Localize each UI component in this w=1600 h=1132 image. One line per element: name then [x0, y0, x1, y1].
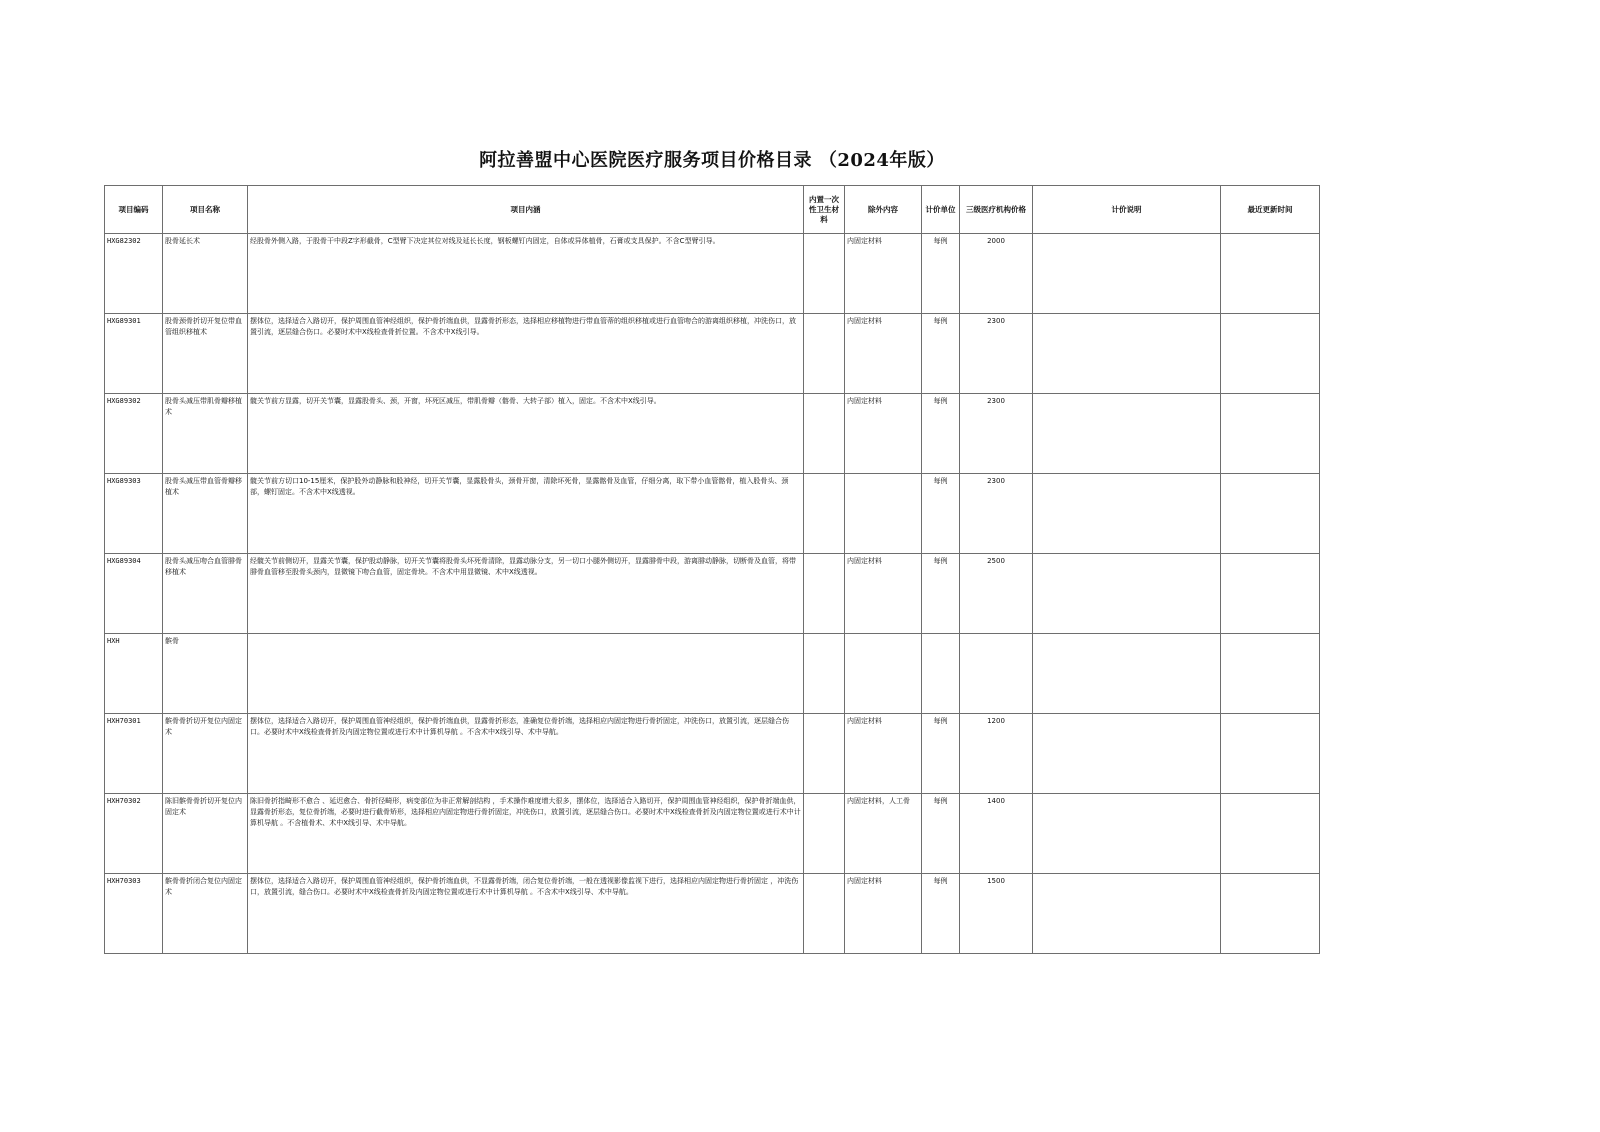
cell-material	[804, 394, 845, 474]
col-header-code: 项目编码	[105, 186, 163, 234]
cell-content: 摆体位，选择适合入路切开，保护周围血管神经组织，保护骨折端血供，显露骨折形态，准确复位骨折端，选择相应内固定物进行骨折固定，冲洗伤口，放置引流，逐层缝合伤口。必要时术中X线检查骨折及内固定物位置或进行术中计算机导航 。不含术中X线引导、术中导航。	[248, 714, 804, 794]
table-row	[105, 554, 1320, 634]
cell-content: 髋关节前方显露，切开关节囊，显露股骨头、颈，开窗，坏死区减压，带肌骨瓣（髂骨、大转子部）植入，固定。不含术中X线引导。	[248, 394, 804, 474]
cell-material	[804, 714, 845, 794]
cell-name: 髌骨骨折闭合复位内固定术	[163, 874, 248, 954]
cell-code: HXH70302	[105, 794, 163, 874]
cell-name: 股骨头减压带肌骨瓣移植术	[163, 394, 248, 474]
table-row	[105, 874, 1320, 954]
cell-unit: 每例	[922, 474, 960, 554]
cell-content: 髋关节前方切口10-15厘米，保护股外动静脉和股神经，切开关节囊，显露股骨头，颈骨开窗，清除坏死骨，显露髂骨及血管，仔细分离，取下带小血管髂骨，植入股骨头、颈部，螺钉固定。不含术中X线透视。	[248, 474, 804, 554]
cell-exclusion: 内固定材料	[845, 874, 922, 954]
cell-updated	[1221, 394, 1320, 474]
cell-content: 摆体位，选择适合入路切开，保护周围血管神经组织，保护骨折端血供，不显露骨折端，闭合复位骨折端，一般在透视影像监视下进行，选择相应内固定物进行骨折固定 ，冲洗伤口，放置引流，缝合伤口。必要时术中X线检查骨折及内固定物位置或进行术中计算机导航 。不含术中X线引导、术中导航。	[248, 874, 804, 954]
cell-price: 1200	[960, 714, 1033, 794]
cell-unit: 每例	[922, 794, 960, 874]
cell-code: HXH70303	[105, 874, 163, 954]
cell-code: HXH	[105, 634, 163, 714]
table-row	[105, 794, 1320, 874]
cell-content: 经股骨外侧入路，于股骨干中段Z字形截骨，C型臂下决定其位对线及延长长度，钢板螺钉内固定，自体或异体植骨，石膏或支具保护。不含C型臂引导。	[248, 234, 804, 314]
cell-content: 陈旧骨折指畸形不愈合 、延迟愈合、骨折径畸形，病变部位为非正常解剖结构 ，手术操作难度增大很多，摆体位，选择适合入路切开，保护周围血管神经组织，保护骨折端血供，显露骨折形态，复位骨折端，必要时进行截骨矫形，选择相应内固定物进行骨折固定，冲洗伤口，放置引流，逐层缝合伤口。必要时术中X线检查骨折及内固定物位置或进行术中计算机导航 。不含植骨术、术中X线引导、术中导航。	[248, 794, 804, 874]
col-header-exclusion: 除外内容	[845, 186, 922, 234]
cell-exclusion: 内固定材料	[845, 714, 922, 794]
cell-exclusion: 内固定材料，人工骨	[845, 794, 922, 874]
cell-price: 2500	[960, 554, 1033, 634]
cell-note	[1033, 874, 1221, 954]
cell-note	[1033, 314, 1221, 394]
cell-code: HXG82302	[105, 234, 163, 314]
cell-unit: 每例	[922, 714, 960, 794]
cell-updated	[1221, 474, 1320, 554]
table-header-row	[105, 186, 1320, 234]
table-row	[105, 394, 1320, 474]
cell-material	[804, 634, 845, 714]
cell-price: 2300	[960, 394, 1033, 474]
cell-unit: 每例	[922, 394, 960, 474]
cell-code: HXH70301	[105, 714, 163, 794]
cell-updated	[1221, 314, 1320, 394]
col-header-price: 三级医疗机构价格	[960, 186, 1033, 234]
cell-content: 经髋关节前侧切开，显露关节囊，保护股动静脉，切开关节囊将股骨头坏死骨清除，显露动脉分支，另一切口小腿外侧切开，显露腓骨中段，游离腓动静脉，切断骨及血管，将带腓骨血管移至股骨头颈内，显微镜下吻合血管，固定骨块。不含术中用显微镜、术中X线透视。	[248, 554, 804, 634]
cell-updated	[1221, 794, 1320, 874]
cell-unit: 每例	[922, 554, 960, 634]
cell-material	[804, 554, 845, 634]
cell-name: 股骨头减压吻合血管腓骨移植术	[163, 554, 248, 634]
cell-exclusion	[845, 634, 922, 714]
cell-unit	[922, 634, 960, 714]
cell-name: 陈旧髌骨骨折切开复位内固定术	[163, 794, 248, 874]
cell-content	[248, 634, 804, 714]
cell-material	[804, 314, 845, 394]
cell-price	[960, 634, 1033, 714]
price-table	[104, 185, 1320, 954]
col-header-unit: 计价单位	[922, 186, 960, 234]
cell-note	[1033, 474, 1221, 554]
table-row	[105, 634, 1320, 714]
cell-updated	[1221, 234, 1320, 314]
cell-code: HXG89303	[105, 474, 163, 554]
cell-name: 股骨头减压带血管骨瓣移植术	[163, 474, 248, 554]
col-header-material: 内置一次性卫生材料	[804, 186, 845, 234]
table-row	[105, 314, 1320, 394]
cell-unit: 每例	[922, 874, 960, 954]
cell-price: 1500	[960, 874, 1033, 954]
cell-note	[1033, 394, 1221, 474]
cell-note	[1033, 554, 1221, 634]
cell-unit: 每例	[922, 314, 960, 394]
col-header-updated: 最近更新时间	[1221, 186, 1320, 234]
cell-note	[1033, 234, 1221, 314]
cell-updated	[1221, 554, 1320, 634]
table-row	[105, 714, 1320, 794]
table-row	[105, 234, 1320, 314]
col-header-content: 项目内涵	[248, 186, 804, 234]
cell-content: 摆体位，选择适合入路切开，保护周围血管神经组织，保护骨折端血供，显露骨折形态，选择相应移植物进行带血管蒂的组织移植或进行血管吻合的游离组织移植，冲洗伤口，放置引流，逐层缝合伤口。必要时术中X线检查骨折位置。不含术中X线引导。	[248, 314, 804, 394]
cell-price: 1400	[960, 794, 1033, 874]
cell-code: HXG89302	[105, 394, 163, 474]
col-header-note: 计价说明	[1033, 186, 1221, 234]
cell-exclusion: 内固定材料	[845, 554, 922, 634]
cell-exclusion: 内固定材料	[845, 394, 922, 474]
cell-material	[804, 794, 845, 874]
cell-updated	[1221, 874, 1320, 954]
cell-code: HXG89301	[105, 314, 163, 394]
cell-exclusion: 内固定材料	[845, 234, 922, 314]
cell-note	[1033, 634, 1221, 714]
document-title: 阿拉善盟中心医院医疗服务项目价格目录 （2024年版）	[479, 150, 945, 171]
cell-unit: 每例	[922, 234, 960, 314]
cell-price: 2300	[960, 474, 1033, 554]
cell-note	[1033, 714, 1221, 794]
cell-material	[804, 474, 845, 554]
cell-name: 股骨颈骨折切开复位带血管组织移植术	[163, 314, 248, 394]
cell-exclusion: 内固定材料	[845, 314, 922, 394]
cell-updated	[1221, 634, 1320, 714]
cell-updated	[1221, 714, 1320, 794]
cell-code: HXG89304	[105, 554, 163, 634]
cell-price: 2300	[960, 314, 1033, 394]
cell-name: 髌骨	[163, 634, 248, 714]
table-row	[105, 474, 1320, 554]
cell-exclusion	[845, 474, 922, 554]
cell-name: 股骨延长术	[163, 234, 248, 314]
cell-name: 髌骨骨折切开复位内固定术	[163, 714, 248, 794]
cell-price: 2000	[960, 234, 1033, 314]
cell-material	[804, 874, 845, 954]
cell-note	[1033, 794, 1221, 874]
col-header-name: 项目名称	[163, 186, 248, 234]
cell-material	[804, 234, 845, 314]
